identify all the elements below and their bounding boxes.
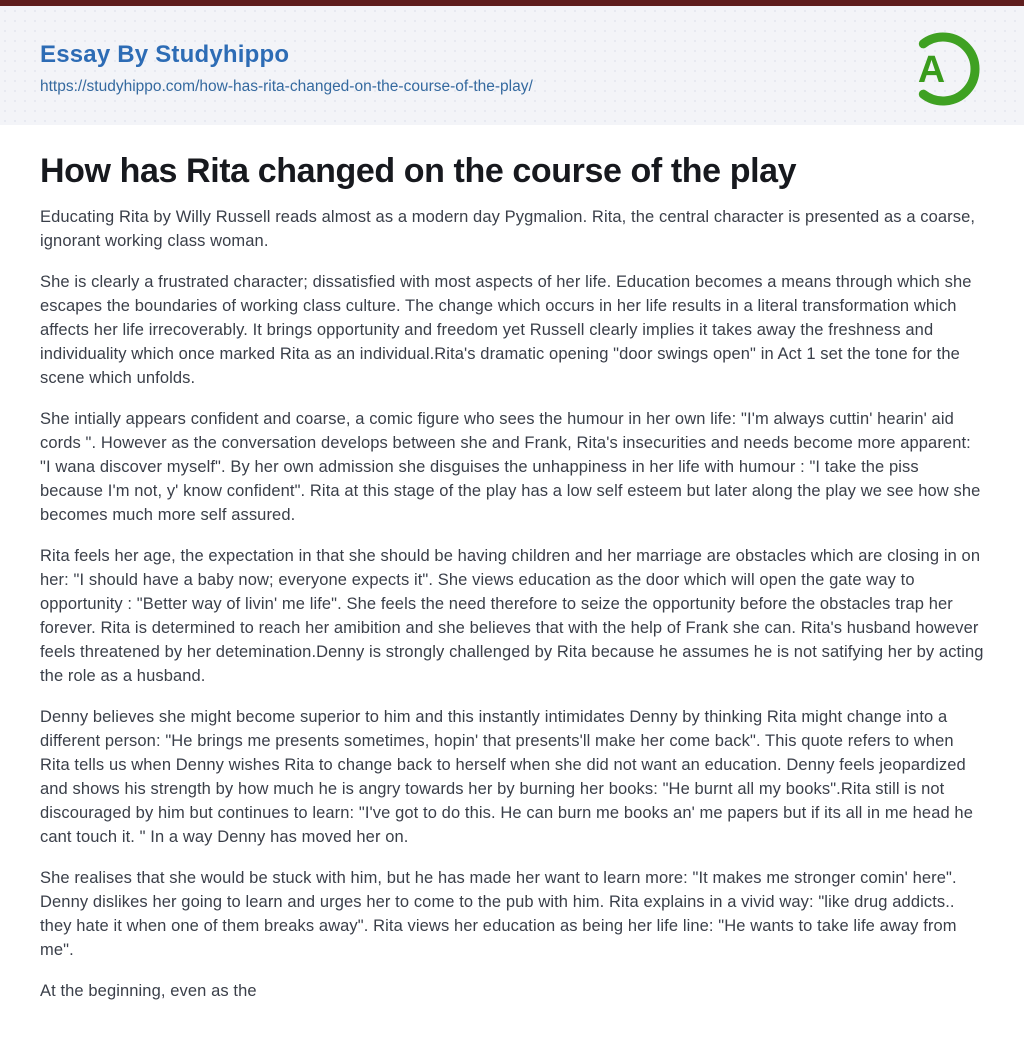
essay-paragraph-5: Denny believes she might become superior to him and this instantly intimidates Denny by thinking Rita might change into a different person: "He brings me presents sometimes, hopin' that presents'll make her come back". This quote refers to when Rita tells us when Denny wishes Rita to change back to herself when she did not want an education. Denny feels jeopardized and shows his strength by how much he is angry towards her by burning her books: "He burnt all my books".Rita still is not discouraged by him but continues to learn: "I've got to do this. He can burn me books an' me papers but if its all in me head he cant touch it. " In a way Denny has moved her on. [40,707,973,846]
header-text-block [40,41,533,96]
essay-title: How has Rita changed on the course of the play [40,152,797,190]
logo-letter: A [917,47,946,90]
essay-paragraph-2: She is clearly a frustrated character; dissatisfied with most aspects of her life. Education becomes a means through which she escapes the boundaries of working class culture. The change which occurs in her life results in a literal transformation which affects her life irrecoverably. It brings opportunity and freedom yet Russell clearly implies it takes away the freshness and individuality which once marked Rita as an individual.Rita's dramatic opening "door swings open" in Act 1 set the tone for the scene which unfolds. [40,272,972,387]
essay-paragraph-1: Educating Rita by Willy Russell reads almost as a modern day Pygmalion. Rita, the central character is presented as a coarse, ignorant working class woman. [40,207,976,250]
site-title: Essay By Studyhippo [40,41,290,68]
studyhippo-logo-icon[interactable] [902,28,984,110]
page-header [0,6,1024,125]
essay-content [0,125,1024,1003]
essay-paragraph-4: Rita feels her age, the expectation in that she should be having children and her marriage are obstacles which are closing in on her: "I should have a baby now; everyone expects it". She views education as the door which will open the gate way to opportunity : "Better way of livin' me life". She feels the need therefore to seize the opportunity before the obstacles trap her forever. Rita is determined to reach her amibition and she believes that with the help of Frank she can. Rita's husband however feels threatened by her detemination.Denny is strongly challenged by Rita because he assumes he is not satifying her by acting the role as a husband. [40,546,984,685]
page-url-link[interactable]: https://studyhippo.com/how-has-rita-changed-on-the-course-of-the-play/ [40,78,533,95]
essay-paragraph-7: At the beginning, even as the [40,981,257,1000]
essay-paragraph-6: She realises that she would be stuck with him, but he has made her want to learn more: "It makes me stronger comin' here". Denny dislikes her going to learn and urges her to come to the pub with him. Rita explains in a vivid way: "like drug addicts.. they hate it when one of them breaks away". Rita views her education as being her life line: "He wants to take life away from me". [40,868,957,959]
essay-paragraph-3: She intially appears confident and coarse, a comic figure who sees the humour in her own life: "I'm always cuttin' hearin' aid cords ". However as the conversation develops between she and Frank, Rita's insecurities and needs become more apparent: "I wana discover myself". By her own admission she disguises the unhappiness in her life with humour : "I take the piss because I'm not, y' know confident". Rita at this stage of the play has a low self esteem but later along the play we see how she becomes much more self assured. [40,409,981,524]
